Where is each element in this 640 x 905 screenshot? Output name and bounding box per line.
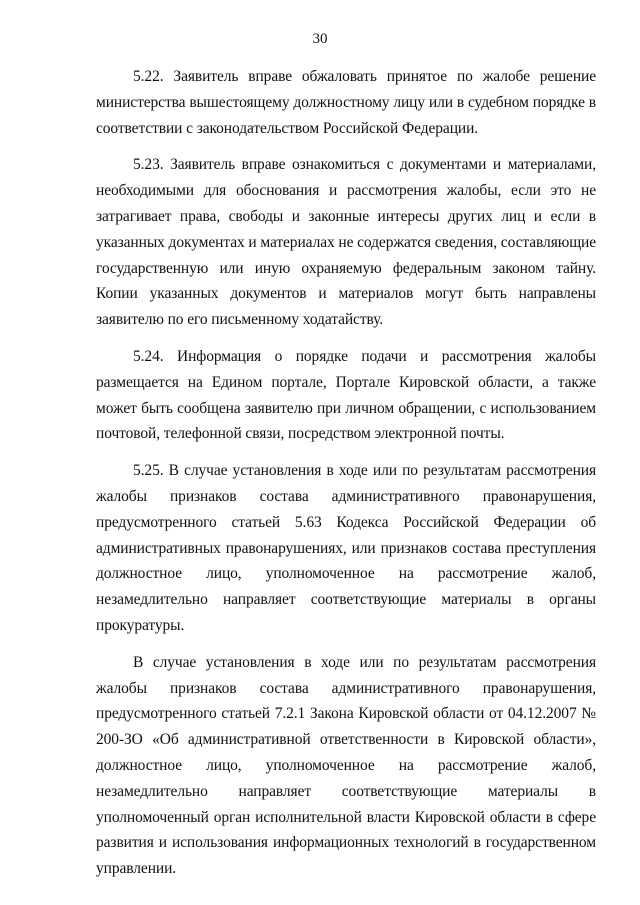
- paragraph-5-25: 5.25. В случае установления в ходе или по результатам рассмотрения жалобы признаков состава административного правонарушения, предусмотренного статьей 5.63 Кодекса Российской Федерации об административных правонарушениях, или признаков состава преступления должностное лицо, уполномоченное на рассмотрение жалоб, незамедлительно направляет соответствующие материалы в органы прокуратуры.: [96, 462, 596, 634]
- page-number: 30: [312, 31, 328, 47]
- paragraph-5-24: 5.24. Информация о порядке подачи и рассмотрения жалобы размещается на Едином портале, Портале Кировской области, а также может быть сообщена заявителю при личном обращении, с использованием почтовой, телефонной связи, посредством электронной почты.: [96, 347, 596, 443]
- paragraph-5-25-continued: В случае установления в ходе или по результатам рассмотрения жалобы признаков состава административного правонарушения, предусмотренного статьей 7.2.1 Закона Кировской области от 04.12.2007 № 200-ЗО «Об административной ответственности в Кировской области», должностное лицо, уполномоченное на рассмотрение жалоб, незамедлительно направляет соответствующие материалы в уполномоченный орган исполнительной власти Кировской области в сфере развития и использования информационных технологий в государственном управлении.: [96, 653, 596, 878]
- document-body: [96, 64, 596, 893]
- paragraph-5-23: 5.23. Заявитель вправе ознакомиться с документами и материалами, необходимыми для обоснования и рассмотрения жалобы, если это не затрагивает права, свободы и законные интересы других лиц и если в указанных документах и материалах не содержатся сведения, составляющие государственную или иную охраняемую федеральным законом тайну. Копии указанных документов и материалов могут быть направлены заявителю по его письменному ходатайству.: [96, 156, 597, 329]
- paragraph-5-22: 5.22. Заявитель вправе обжаловать принятое по жалобе решение министерства вышестоящему должностному лицу или в судебном порядке в соответствии с законодательством Российской Федерации.: [96, 68, 596, 137]
